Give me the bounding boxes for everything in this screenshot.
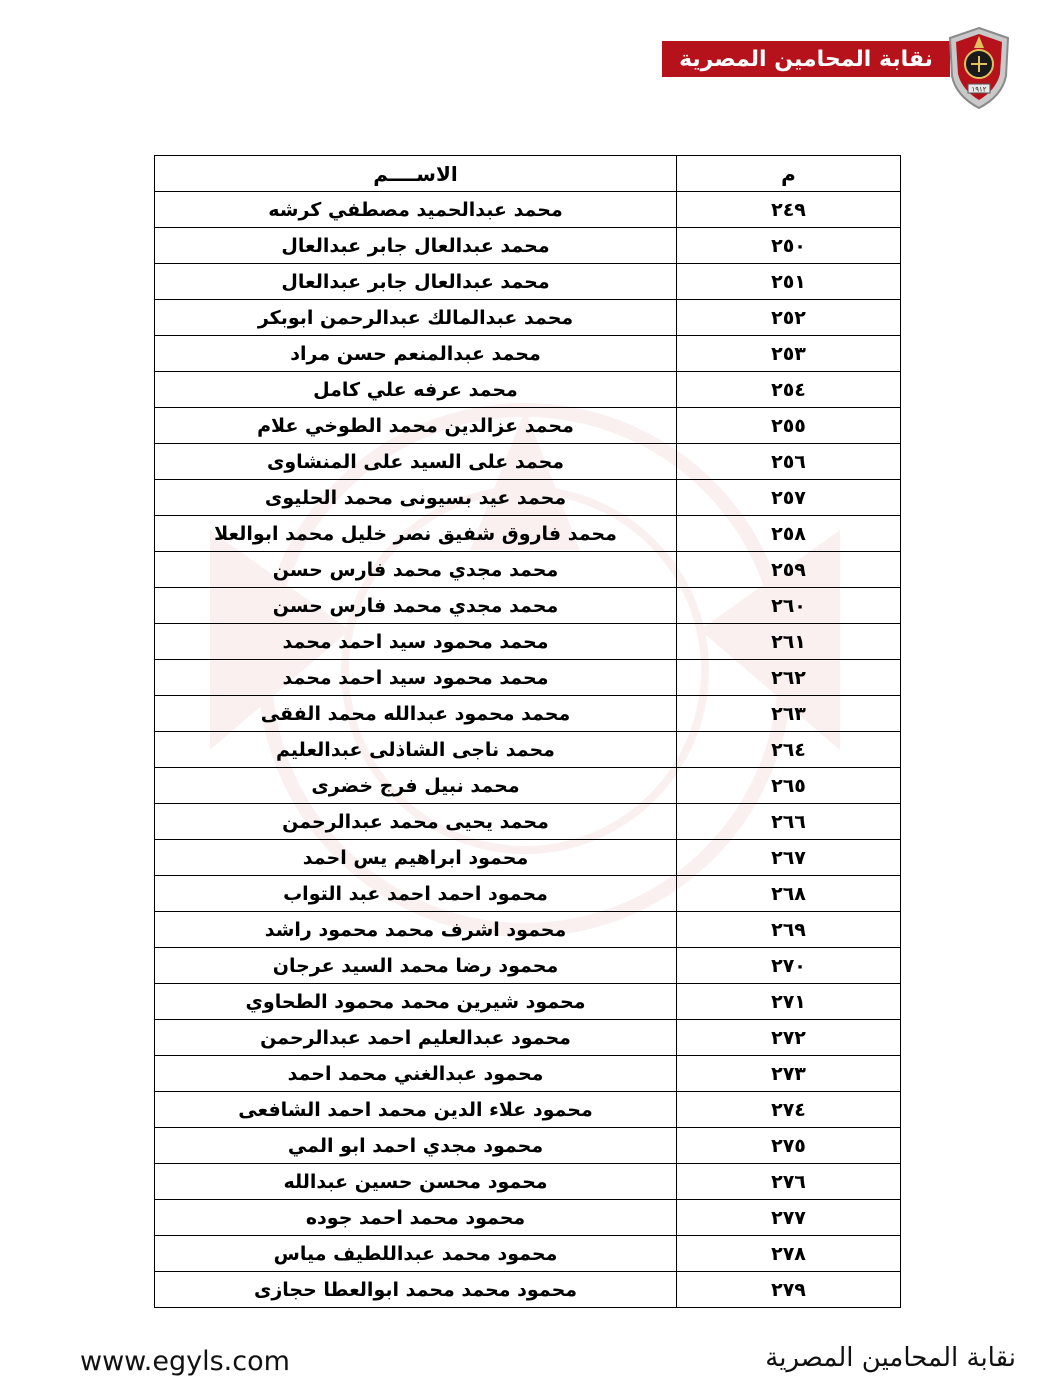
table-row xyxy=(155,660,901,696)
table-body xyxy=(155,192,901,1308)
row-number: ٢٧٣ xyxy=(677,1056,901,1092)
row-number: ٢٥٤ xyxy=(677,372,901,408)
row-name: محمود اشرف محمد محمود راشد xyxy=(155,912,677,948)
row-name: محمد محمود عبدالله محمد الفقى xyxy=(155,696,677,732)
table-row xyxy=(155,696,901,732)
table-row xyxy=(155,444,901,480)
table-row xyxy=(155,624,901,660)
row-name: محمد محمود سيد احمد محمد xyxy=(155,660,677,696)
row-name: محمد على السيد على المنشاوى xyxy=(155,444,677,480)
table-row xyxy=(155,480,901,516)
row-name: محمد محمود سيد احمد محمد xyxy=(155,624,677,660)
table-row xyxy=(155,372,901,408)
row-number: ٢٦٨ xyxy=(677,876,901,912)
row-name: محمود ابراهيم يس احمد xyxy=(155,840,677,876)
row-number: ٢٧٢ xyxy=(677,1020,901,1056)
row-name: محمود رضا محمد السيد عرجان xyxy=(155,948,677,984)
row-number: ٢٦٩ xyxy=(677,912,901,948)
row-name: محمد عبدالعال جابر عبدالعال xyxy=(155,228,677,264)
row-number: ٢٦٠ xyxy=(677,588,901,624)
header-banner xyxy=(662,41,950,77)
table-row xyxy=(155,1236,901,1272)
table-row xyxy=(155,264,901,300)
row-number: ٢٧٠ xyxy=(677,948,901,984)
table-row xyxy=(155,552,901,588)
table-row xyxy=(155,516,901,552)
row-number: ٢٧٨ xyxy=(677,1236,901,1272)
table-row xyxy=(155,192,901,228)
row-name: محمد ناجى الشاذلى عبدالعليم xyxy=(155,732,677,768)
table-row xyxy=(155,1200,901,1236)
table-row xyxy=(155,588,901,624)
row-number: ٢٦٦ xyxy=(677,804,901,840)
footer-org-name: نقابة المحامين المصرية xyxy=(765,1343,1016,1373)
table-row xyxy=(155,768,901,804)
row-number: ٢٧١ xyxy=(677,984,901,1020)
row-name: محمد عرفه علي كامل xyxy=(155,372,677,408)
table-row xyxy=(155,1092,901,1128)
row-name: محمود مجدي احمد ابو المي xyxy=(155,1128,677,1164)
row-number: ٢٦٣ xyxy=(677,696,901,732)
table-header-row xyxy=(155,156,901,192)
row-name: محمود شيرين محمد محمود الطحاوي xyxy=(155,984,677,1020)
row-name: محمد مجدي محمد فارس حسن xyxy=(155,588,677,624)
row-number: ٢٧٤ xyxy=(677,1092,901,1128)
header-banner-text: نقابة المحامين المصرية xyxy=(679,46,933,72)
names-table xyxy=(154,155,901,1308)
table-row xyxy=(155,336,901,372)
row-name: محمد عبدالمنعم حسن مراد xyxy=(155,336,677,372)
row-name: محمود علاء الدين محمد احمد الشافعى xyxy=(155,1092,677,1128)
table-row xyxy=(155,732,901,768)
row-name: محمود محمد عبداللطيف مياس xyxy=(155,1236,677,1272)
row-name: محمد فاروق شفيق نصر خليل محمد ابوالعلا xyxy=(155,516,677,552)
row-number: ٢٤٩ xyxy=(677,192,901,228)
row-name: محمد مجدي محمد فارس حسن xyxy=(155,552,677,588)
row-number: ٢٧٦ xyxy=(677,1164,901,1200)
row-number: ٢٦٢ xyxy=(677,660,901,696)
row-name: محمود محسن حسين عبدالله xyxy=(155,1164,677,1200)
table-row xyxy=(155,948,901,984)
row-name: محمود احمد احمد عبد التواب xyxy=(155,876,677,912)
table-row xyxy=(155,840,901,876)
table-row xyxy=(155,912,901,948)
table-row xyxy=(155,804,901,840)
row-number: ٢٧٩ xyxy=(677,1272,901,1308)
header-name: الاســــم xyxy=(155,156,677,192)
row-number: ٢٥٦ xyxy=(677,444,901,480)
svg-text:١٩١٢: ١٩١٢ xyxy=(971,85,987,94)
row-number: ٢٧٧ xyxy=(677,1200,901,1236)
row-name: محمود محمد احمد جوده xyxy=(155,1200,677,1236)
table-row xyxy=(155,1272,901,1308)
row-name: محمد يحيى محمد عبدالرحمن xyxy=(155,804,677,840)
table-row xyxy=(155,1056,901,1092)
row-number: ٢٦٥ xyxy=(677,768,901,804)
table-row xyxy=(155,1164,901,1200)
row-number: ٢٦١ xyxy=(677,624,901,660)
row-name: محمود عبدالغني محمد احمد xyxy=(155,1056,677,1092)
table-row xyxy=(155,408,901,444)
row-name: محمد عبدالعال جابر عبدالعال xyxy=(155,264,677,300)
table-row xyxy=(155,1128,901,1164)
row-number: ٢٥٥ xyxy=(677,408,901,444)
row-number: ٢٥٢ xyxy=(677,300,901,336)
row-number: ٢٥٧ xyxy=(677,480,901,516)
row-number: ٢٦٤ xyxy=(677,732,901,768)
row-number: ٢٥٠ xyxy=(677,228,901,264)
table-row xyxy=(155,876,901,912)
row-name: محمد عبدالحميد مصطفي كرشه xyxy=(155,192,677,228)
row-number: ٢٥٣ xyxy=(677,336,901,372)
row-number: ٢٥١ xyxy=(677,264,901,300)
row-name: محمد عزالدين محمد الطوخي علام xyxy=(155,408,677,444)
table-row xyxy=(155,228,901,264)
row-name: محمد نبيل فرج خضرى xyxy=(155,768,677,804)
table-row xyxy=(155,984,901,1020)
footer-website: www.egyls.com xyxy=(80,1346,290,1377)
row-name: محمود عبدالعليم احمد عبدالرحمن xyxy=(155,1020,677,1056)
table-row xyxy=(155,1020,901,1056)
row-name: محمد عيد بسيونى محمد الحليوى xyxy=(155,480,677,516)
row-name: محمد عبدالمالك عبدالرحمن ابوبكر xyxy=(155,300,677,336)
row-number: ٢٦٧ xyxy=(677,840,901,876)
table-row xyxy=(155,300,901,336)
row-number: ٢٥٨ xyxy=(677,516,901,552)
header-number: م xyxy=(677,156,901,192)
syndicate-logo-icon xyxy=(944,26,1014,110)
row-number: ٢٧٥ xyxy=(677,1128,901,1164)
row-name: محمود محمد محمد ابوالعطا حجازى xyxy=(155,1272,677,1308)
row-number: ٢٥٩ xyxy=(677,552,901,588)
